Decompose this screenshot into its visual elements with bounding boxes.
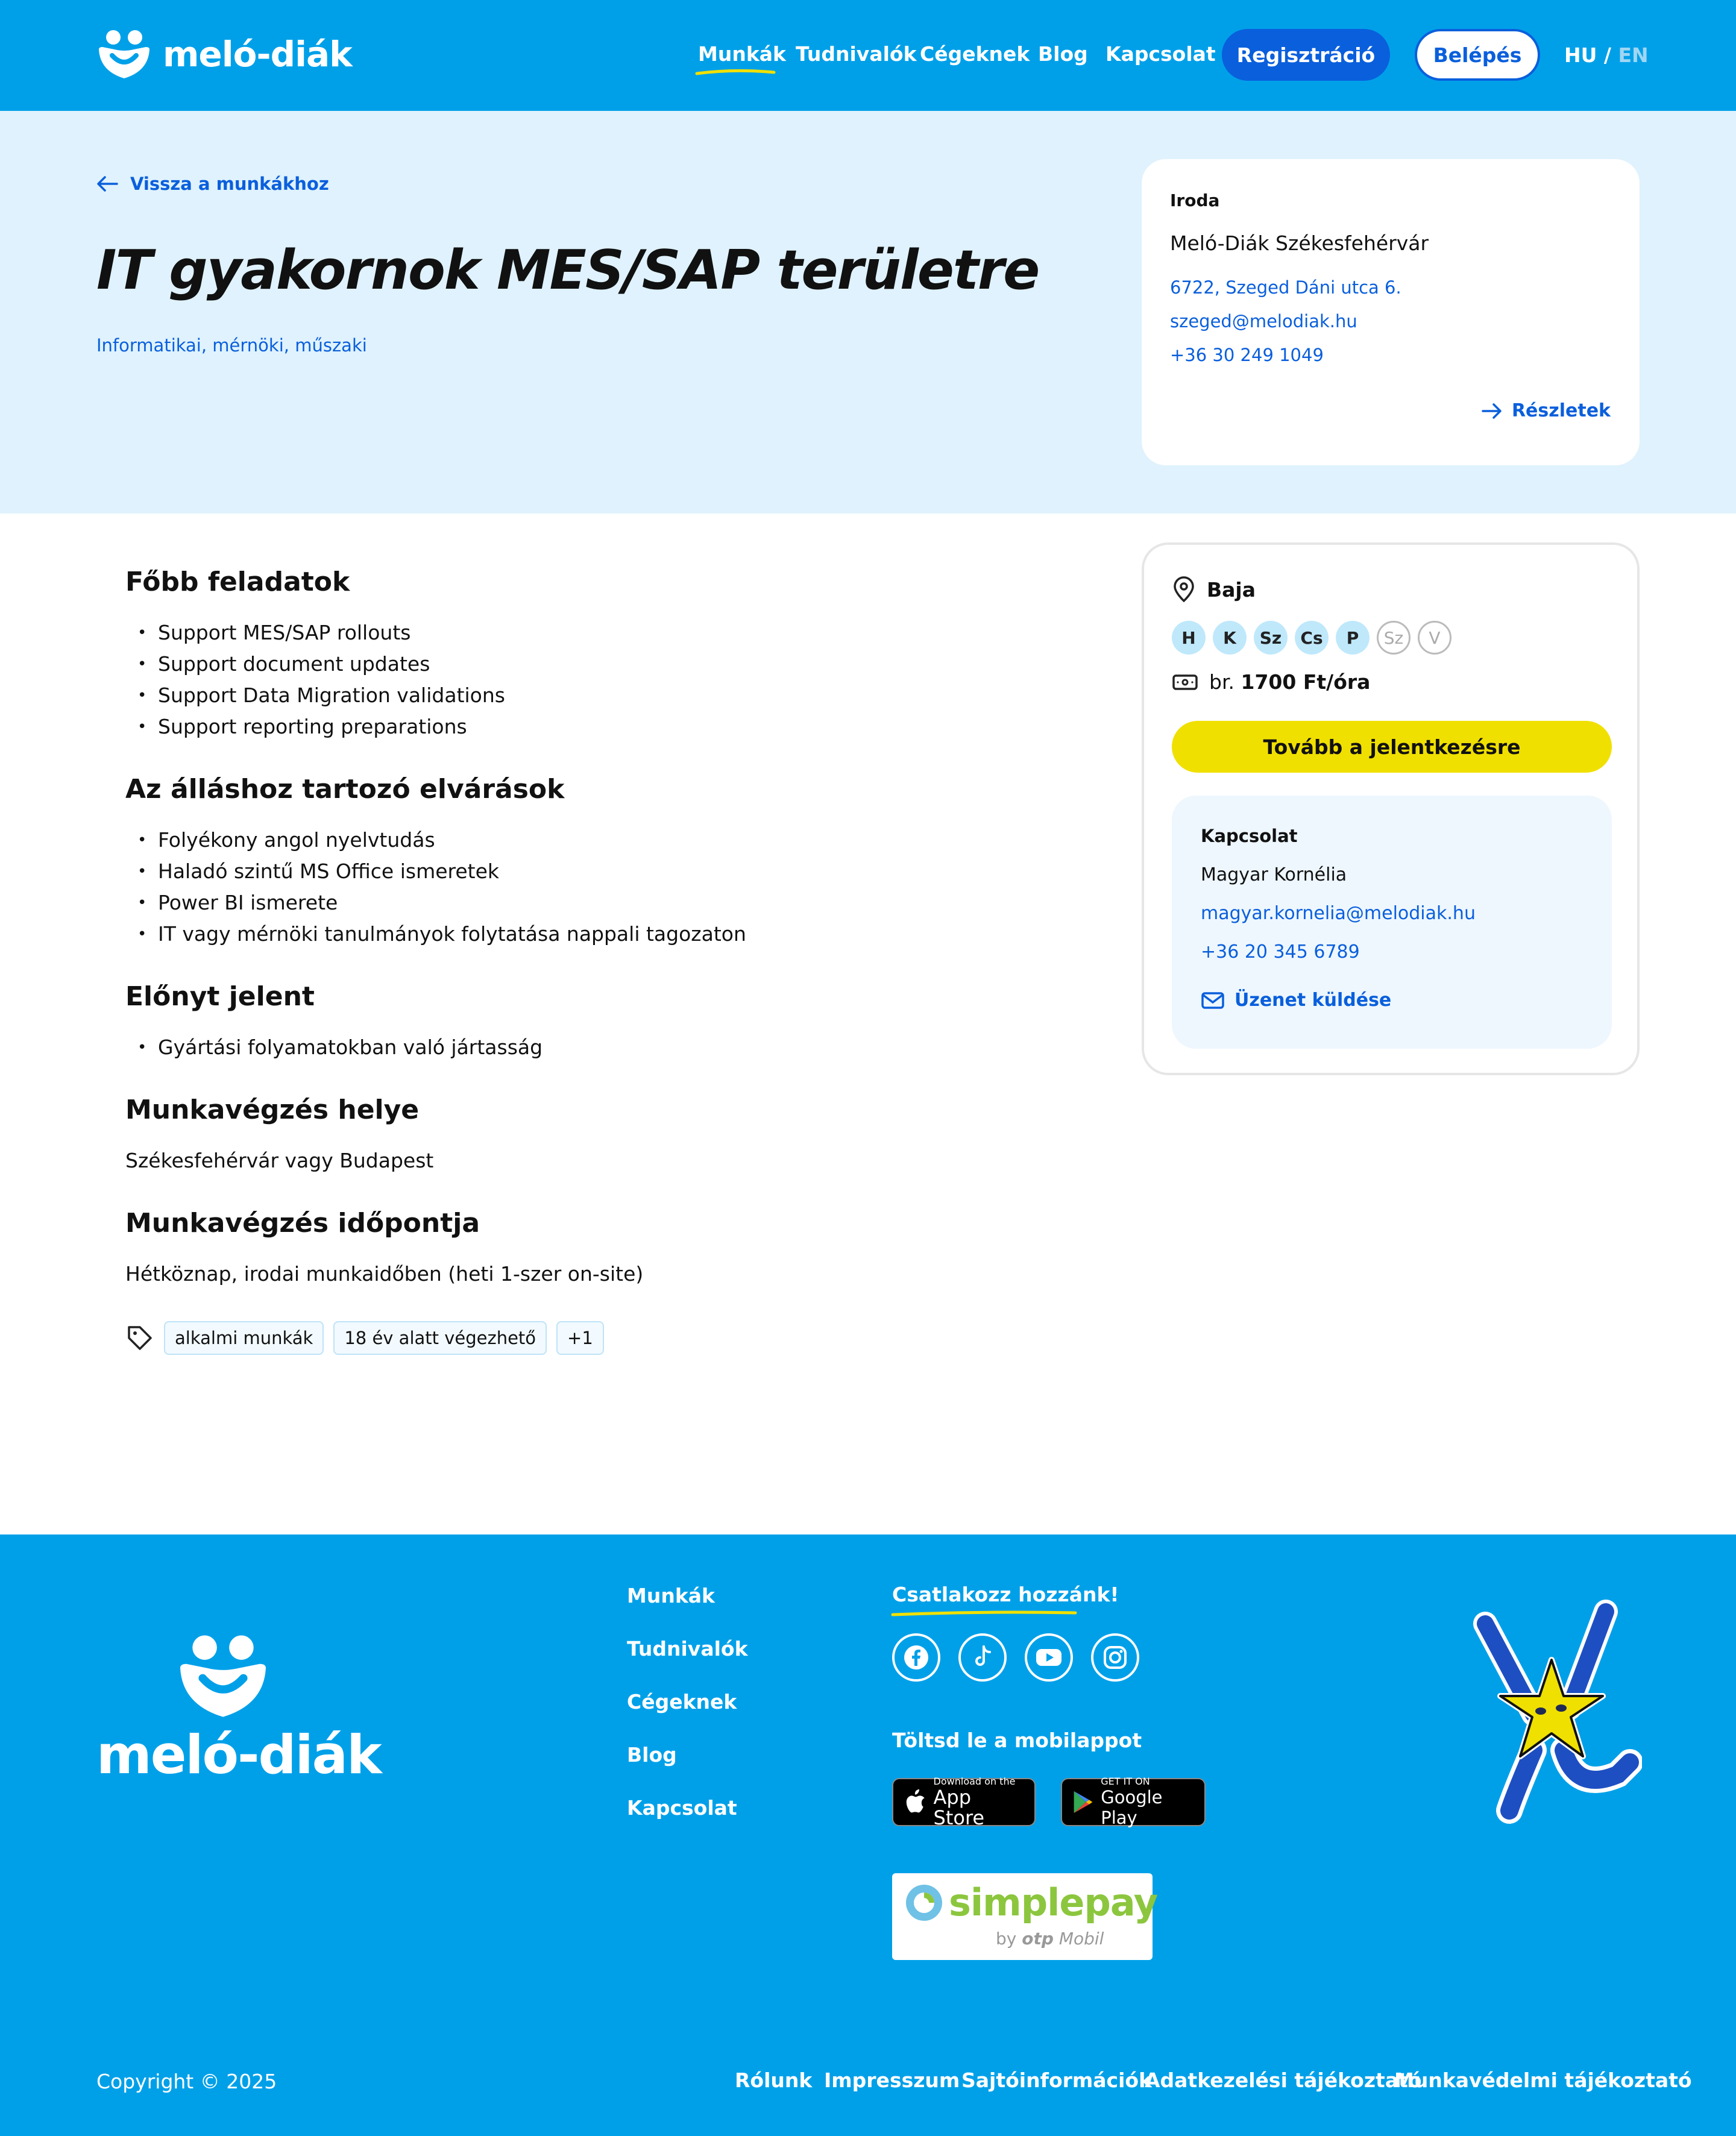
google-play-icon: [1072, 1789, 1093, 1815]
site-footer: [0, 1534, 1736, 2136]
workdays: [1172, 621, 1451, 655]
office-details-link[interactable]: [1482, 400, 1611, 421]
register-button[interactable]: Regisztráció: [1222, 29, 1390, 81]
job-location: [1172, 576, 1256, 603]
footer-nav-cegeknek[interactable]: Cégeknek: [627, 1690, 737, 1714]
simplepay-otp: otp: [1022, 1929, 1054, 1949]
mail-icon: [1201, 991, 1225, 1010]
brand-name: meló-diák: [163, 34, 352, 75]
footer-logo[interactable]: [96, 1633, 381, 1786]
workplace-text: Székesfehérvár vagy Budapest: [125, 1149, 434, 1172]
tag-chip[interactable]: 18 év alatt végezhető: [333, 1321, 547, 1355]
list-item: • IT vagy mérnöki tanulmányok folytatása nappali tagozaton: [137, 919, 746, 950]
requirements-heading: Az álláshoz tartozó elvárások: [125, 774, 565, 805]
mobile-app-heading: Töltsd le a mobilappot: [892, 1729, 1142, 1752]
nav-cegeknek[interactable]: Cégeknek: [920, 42, 1030, 66]
nav-blog[interactable]: Blog: [1038, 42, 1088, 66]
tasks-list: [137, 617, 505, 743]
tiktok-icon[interactable]: [958, 1633, 1007, 1682]
worktime-heading: Munkavégzés időpontja: [125, 1208, 480, 1239]
office-card: [1142, 159, 1640, 465]
job-title: IT gyakornok MES/SAP területre: [96, 239, 1039, 302]
nav-kapcsolat[interactable]: Kapcsolat: [1105, 42, 1216, 66]
simplepay-logo[interactable]: [892, 1873, 1158, 1960]
appstore-small: Download on the: [933, 1776, 1016, 1787]
contact-email[interactable]: magyar.kornelia@melodiak.hu: [1201, 903, 1476, 924]
mascot-illustration: [1467, 1594, 1642, 1824]
list-item: • Gyártási folyamatokban való jártasság: [137, 1032, 542, 1063]
language-switcher: [1564, 43, 1649, 67]
office-name: Meló-Diák Székesfehérvár: [1170, 231, 1429, 255]
logo-icon: [96, 29, 152, 80]
office-email[interactable]: szeged@melodiak.hu: [1170, 311, 1357, 331]
contact-name: Magyar Kornélia: [1201, 864, 1347, 885]
googleplay-badge[interactable]: [1061, 1778, 1206, 1826]
footer-logo-icon: [175, 1633, 271, 1719]
workplace-heading: Munkavégzés helye: [125, 1095, 420, 1125]
login-button[interactable]: Belépés: [1415, 29, 1540, 81]
job-summary-card: [1142, 542, 1640, 1075]
footer-brand-name: meló-diák: [96, 1724, 381, 1786]
join-underline: [891, 1609, 1078, 1618]
job-city: Baja: [1207, 577, 1256, 602]
instagram-icon[interactable]: [1091, 1633, 1139, 1682]
send-message-link[interactable]: [1201, 990, 1391, 1011]
advantages-list: [137, 1032, 542, 1063]
list-item: • Support reporting preparations: [137, 711, 505, 743]
day-badge: Cs: [1295, 621, 1329, 655]
nav-munkak[interactable]: Munkák: [698, 42, 786, 66]
footer-nav-blog[interactable]: Blog: [627, 1743, 677, 1767]
tag-more-chip[interactable]: +1: [556, 1321, 604, 1355]
office-address[interactable]: 6722, Szeged Dáni utca 6.: [1170, 277, 1401, 298]
appstore-badge[interactable]: [892, 1776, 1036, 1829]
day-badge: Sz: [1254, 621, 1288, 655]
arrow-right-icon: [1482, 403, 1502, 419]
office-label: Iroda: [1170, 190, 1220, 210]
facebook-icon[interactable]: [892, 1633, 940, 1682]
tag-chip[interactable]: alkalmi munkák: [164, 1321, 324, 1355]
list-item: • Haladó szintű MS Office ismeretek: [137, 856, 746, 887]
simplepay-text: simplepay: [949, 1880, 1158, 1924]
back-link-label: Vissza a munkákhoz: [130, 174, 329, 194]
lang-hu[interactable]: HU: [1564, 43, 1597, 67]
contact-label: Kapcsolat: [1201, 826, 1298, 846]
footer-nav-kapcsolat[interactable]: Kapcsolat: [627, 1796, 737, 1820]
lang-separator: /: [1603, 43, 1611, 67]
footer-nav-munkak[interactable]: Munkák: [627, 1584, 715, 1607]
job-wage: [1172, 670, 1370, 694]
day-badge: P: [1336, 621, 1370, 655]
apple-icon: [903, 1788, 926, 1817]
copyright: Copyright © 2025: [96, 2070, 277, 2093]
contact-phone[interactable]: +36 20 345 6789: [1201, 941, 1360, 963]
contact-box: [1172, 796, 1612, 1049]
join-heading: Csatlakozz hozzánk!: [892, 1583, 1119, 1606]
back-link[interactable]: [96, 174, 329, 194]
site-header: [0, 0, 1736, 111]
googleplay-small: GET IT ON: [1101, 1776, 1150, 1787]
office-phone[interactable]: +36 30 249 1049: [1170, 345, 1324, 365]
list-item: • Support MES/SAP rollouts: [137, 617, 505, 649]
requirements-list: [137, 825, 746, 950]
apply-button[interactable]: Tovább a jelentkezésre: [1172, 721, 1612, 773]
link-impresszum[interactable]: Impresszum: [824, 2068, 960, 2092]
link-sajtoinformaciok[interactable]: Sajtóinformációk: [961, 2068, 1153, 2092]
simplepay-by: by: [996, 1929, 1017, 1949]
list-item: • Folyékony angol nyelvtudás: [137, 825, 746, 856]
arrow-left-icon: [96, 175, 118, 192]
location-pin-icon: [1172, 576, 1196, 603]
wage-value: 1700 Ft/óra: [1241, 670, 1371, 694]
list-item: • Support document updates: [137, 649, 505, 680]
nav-active-underline: [694, 68, 776, 77]
list-item: • Power BI ismerete: [137, 887, 746, 919]
worktime-text: Hétköznap, irodai munkaidőben (heti 1-szer on-site): [125, 1262, 644, 1286]
cash-icon: [1172, 673, 1198, 692]
list-item: • Support Data Migration validations: [137, 680, 505, 711]
link-rolunk[interactable]: Rólunk: [735, 2068, 813, 2092]
advantages-heading: Előnyt jelent: [125, 981, 315, 1012]
day-badge: H: [1172, 621, 1206, 655]
googleplay-big: Google Play: [1101, 1787, 1163, 1828]
simplepay-swirl-icon: [903, 1882, 945, 1924]
link-munkavedelmi[interactable]: Munkavédelmi tájékoztató: [1394, 2068, 1692, 2092]
tag-icon: [125, 1324, 154, 1352]
wage-prefix: br.: [1209, 670, 1234, 694]
footer-nav-tudnivalok[interactable]: Tudnivalók: [627, 1637, 748, 1660]
send-message-label: Üzenet küldése: [1234, 990, 1392, 1011]
day-badge-off: V: [1418, 621, 1451, 655]
day-badge-off: Sz: [1377, 621, 1410, 655]
office-details-label: Részletek: [1511, 400, 1611, 421]
brand-logo[interactable]: [96, 29, 352, 80]
appstore-big: App Store: [933, 1786, 985, 1829]
day-badge: K: [1213, 621, 1247, 655]
lang-en[interactable]: EN: [1618, 43, 1649, 67]
youtube-icon[interactable]: [1025, 1633, 1073, 1682]
nav-tudnivalok[interactable]: Tudnivalók: [796, 42, 917, 66]
tag-list: [125, 1321, 604, 1355]
link-adatkezelesi[interactable]: Adatkezelési tájékoztató: [1145, 2068, 1422, 2092]
tasks-heading: Főbb feladatok: [125, 567, 350, 597]
social-links: [892, 1633, 1139, 1682]
job-categories[interactable]: Informatikai, mérnöki, műszaki: [96, 335, 367, 356]
simplepay-mobil: Mobil: [1058, 1929, 1104, 1949]
